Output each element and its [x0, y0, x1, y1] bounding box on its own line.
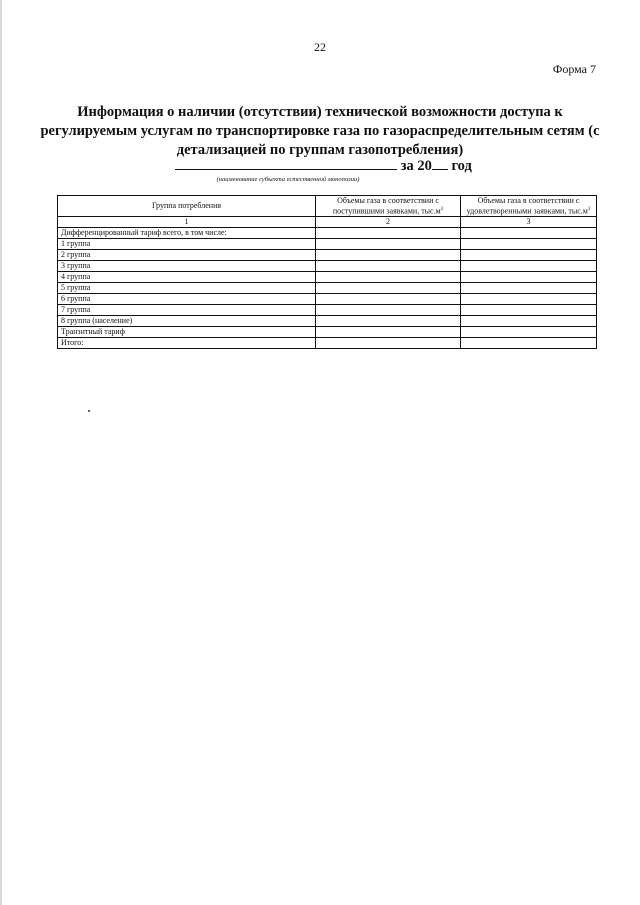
subject-caption: (наименование субъекта естественной монополии): [216, 176, 360, 183]
scan-speck: [88, 410, 90, 412]
subject-name-blank[interactable]: [175, 169, 397, 170]
page-number: 22: [314, 40, 326, 54]
table-row: [58, 315, 597, 326]
row-label: 7 группа: [58, 304, 316, 315]
satisfied-volume-cell[interactable]: [461, 227, 597, 238]
satisfied-volume-cell[interactable]: [461, 304, 597, 315]
received-volume-cell[interactable]: [316, 238, 461, 249]
row-label: Итого:: [58, 337, 316, 348]
table-row: [58, 293, 597, 304]
row-label: Транзитный тариф: [58, 326, 316, 337]
header-received: Объемы газа в соответствии с поступившими заявками, $тыс.м^3$: [316, 196, 461, 217]
row-label: 3 группа: [58, 260, 316, 271]
received-volume-cell[interactable]: [316, 260, 461, 271]
year-blank[interactable]: [432, 169, 448, 170]
received-volume-cell[interactable]: [316, 304, 461, 315]
table-row: [58, 227, 597, 238]
satisfied-volume-cell[interactable]: [461, 271, 597, 282]
table-row: [58, 260, 597, 271]
table-row: [58, 337, 597, 348]
year-suffix: год: [451, 158, 472, 174]
satisfied-volume-cell[interactable]: [461, 249, 597, 260]
row-label: Дифференцированный тариф всего, в том числе:: [58, 227, 316, 238]
received-volume-cell[interactable]: [316, 326, 461, 337]
header-satisfied: Объемы газа в соответствии с удовлетворенными заявками, $тыс.м^3$: [461, 196, 597, 217]
satisfied-volume-cell[interactable]: [461, 337, 597, 348]
document-title: Информация о наличии (отсутствии) технической возможности доступа к регулируемым услугам по транспортировке газа по газораспределительным сетям (с детализацией по группам газопотребления): [40, 104, 600, 158]
column-number: 3: [461, 216, 597, 227]
received-volume-cell[interactable]: [316, 293, 461, 304]
received-volume-cell[interactable]: [316, 227, 461, 238]
form-label: Форма 7: [552, 62, 596, 76]
row-label: 5 группа: [58, 282, 316, 293]
satisfied-volume-cell[interactable]: [461, 282, 597, 293]
year-prefix: за 20: [400, 158, 432, 174]
row-label: 2 группа: [58, 249, 316, 260]
satisfied-volume-cell[interactable]: [461, 238, 597, 249]
satisfied-volume-cell[interactable]: [461, 293, 597, 304]
received-volume-cell[interactable]: [316, 315, 461, 326]
table-row: [58, 238, 597, 249]
row-label: 6 группа: [58, 293, 316, 304]
row-label: 4 группа: [58, 271, 316, 282]
received-volume-cell[interactable]: [316, 337, 461, 348]
table-row: [58, 326, 597, 337]
row-label: 8 группа (население): [58, 315, 316, 326]
satisfied-volume-cell[interactable]: [461, 326, 597, 337]
column-number: 2: [316, 216, 461, 227]
table-row: [58, 282, 597, 293]
table-row: [58, 271, 597, 282]
gas-volume-table: [57, 195, 597, 349]
header-group: Группа потребления: [58, 196, 316, 217]
satisfied-volume-cell[interactable]: [461, 315, 597, 326]
received-volume-cell[interactable]: [316, 249, 461, 260]
table-row: [58, 304, 597, 315]
received-volume-cell[interactable]: [316, 271, 461, 282]
subject-line: [175, 158, 485, 175]
satisfied-volume-cell[interactable]: [461, 260, 597, 271]
column-number: 1: [58, 216, 316, 227]
table-row: [58, 249, 597, 260]
scan-edge: [0, 0, 2, 905]
row-label: 1 группа: [58, 238, 316, 249]
received-volume-cell[interactable]: [316, 282, 461, 293]
